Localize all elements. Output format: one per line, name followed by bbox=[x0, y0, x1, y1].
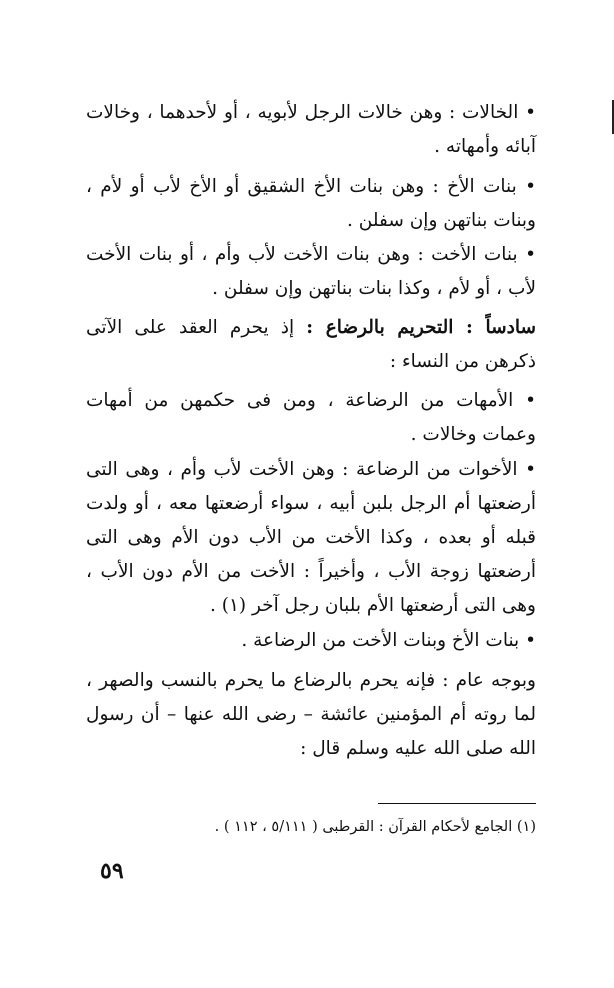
section-heading-text: إذ يحرم العقد على الآتى ذكرهن من النساء : bbox=[86, 317, 536, 372]
section-heading-lead: سادساً : التحريم بالرضاع : bbox=[306, 317, 536, 338]
page-number: ٥٩ bbox=[100, 858, 124, 884]
paragraph-text: • بنات الأخ وبنات الأخت من الرضاعة . bbox=[241, 630, 536, 651]
paragraph-text: • الأمهات من الرضاعة ، ومن فى حكمهن من أمهات وعمات وخالات . bbox=[86, 390, 536, 445]
paragraph-foster-nieces bbox=[86, 624, 536, 658]
paragraph-text: • بنات الأخ : وهن بنات الأخ الشقيق أو الأخ لأب أو لأم ، وبنات بناتهن وإن سفلن . bbox=[86, 176, 536, 231]
paragraph-text: وبوجه عام : فإنه يحرم بالرضاع ما يحرم بالنسب والصهر ، لما روته أم المؤمنين عائشة – رضى الله عنها – أن رسول الله صلى الله عليه وسلم قال : bbox=[86, 670, 536, 759]
footnote-text: (١) الجامع لأحكام القرآن : القرطبى ( ٥/١١١ ، ١١٢ ) . bbox=[214, 819, 536, 835]
footnote bbox=[180, 816, 536, 838]
footnote-divider bbox=[378, 803, 536, 804]
paragraph-text: • بنات الأخت : وهن بنات الأخت لأب وأم ، أو بنات الأخت لأب ، أو لأم ، وكذا بنات بناتهن وإن سفلن . bbox=[86, 244, 536, 299]
paragraph-maternal-aunts bbox=[86, 96, 536, 164]
paragraph-text: • الخالات : وهن خالات الرجل لأبويه ، أو لأحدهما ، وخالات آبائه وأمهاته . bbox=[86, 102, 536, 157]
paragraph-sisters-daughters bbox=[86, 238, 536, 306]
paragraph-text: • الأخوات من الرضاعة : وهن الأخت لأب وأم ، وهى التى أرضعتها أم الرجل بلبن أبيه ، سواء أرضعتها معه ، أو ولدت قبله أو بعده ، وكذا الأخت من الأب دون الأم وهى التى أرضعتها زوجة الأب ، وأخيراً : الأخت من الأم دون الأب ، وهى التى أرضعتها الأم بلبان رجل آخر (١) . bbox=[86, 459, 536, 616]
paragraph-foster-mothers bbox=[86, 384, 536, 452]
section-heading-breastfeeding bbox=[86, 311, 536, 379]
paragraph-general-rule bbox=[86, 664, 536, 766]
paragraph-brothers-daughters bbox=[86, 170, 536, 238]
paragraph-foster-sisters bbox=[86, 453, 536, 623]
